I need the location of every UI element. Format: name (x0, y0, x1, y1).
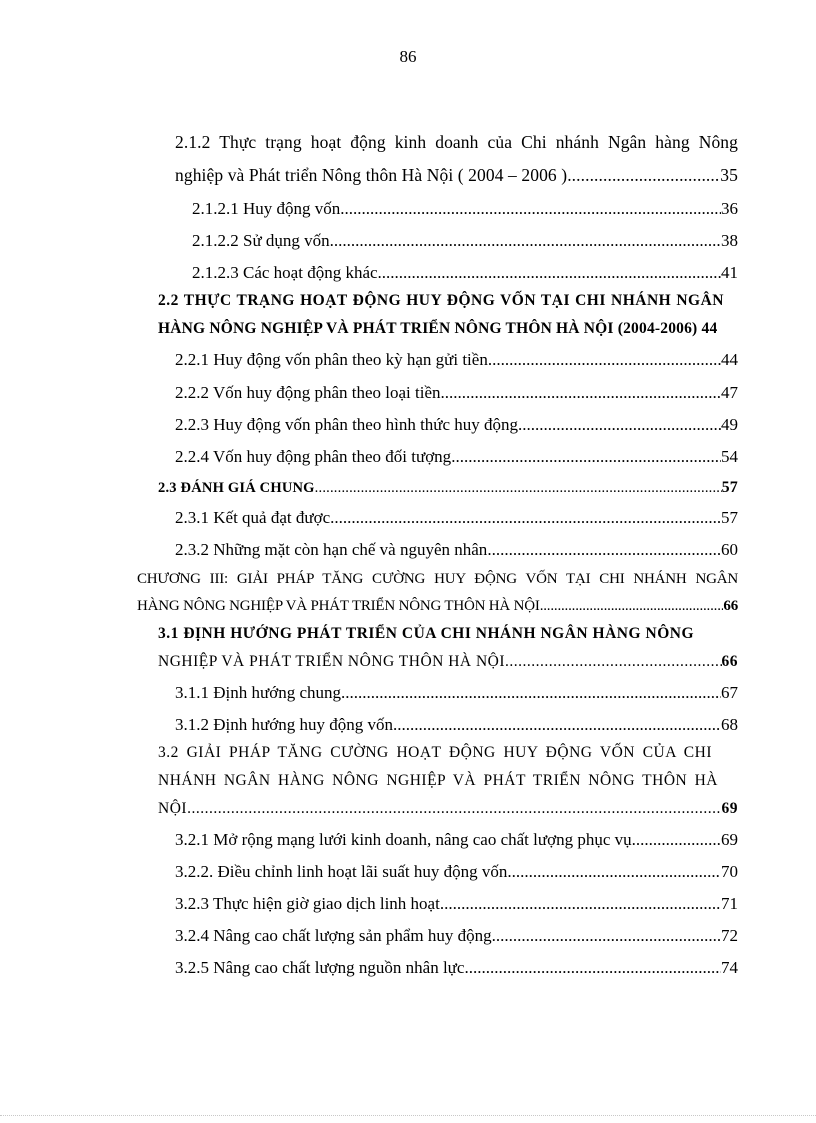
toc-page-number: 66 (723, 598, 738, 614)
toc-label: 2.3.2 Những mặt còn hạn chế và nguyên nhân (175, 540, 488, 559)
toc-label: 2.2.4 Vốn huy động phân theo đối tượng (175, 447, 452, 466)
toc-entry-2-3[interactable] (158, 479, 738, 497)
page-bottom-border (0, 1115, 816, 1116)
toc-leader-dots (315, 480, 722, 497)
toc-label: 2.3.1 Kết quả đạt được (175, 508, 331, 527)
toc-leader-dots (632, 830, 721, 850)
toc-label: 3.2.1 Mở rộng mạng lưới kinh doanh, nâng cao chất lượng phục vụ (175, 830, 632, 849)
toc-page-number: 69 (721, 800, 738, 817)
toc-page-number: 47 (721, 383, 738, 402)
toc-entry-3-1-1[interactable] (175, 683, 738, 703)
toc-label: 3.2.3 Thực hiện giờ giao dịch linh hoạt (175, 894, 440, 913)
toc-leader-dots (378, 263, 721, 283)
toc-label: 3.1.2 Định hướng huy động vốn (175, 715, 393, 734)
toc-entry-chapter-3-line2[interactable] (137, 598, 738, 615)
toc-entry-3-2-line3[interactable] (158, 800, 738, 818)
toc-page-number: 36 (721, 199, 738, 218)
toc-label: 2.1.2.3 Các hoạt động khác (192, 263, 378, 282)
toc-label: 2.2 THỰC TRẠNG HOẠT ĐỘNG HUY ĐỘNG VỐN TẠI CHI NHÁNH NGÂN (158, 292, 724, 309)
page-number: 86 (399, 47, 417, 66)
toc-page-number: 60 (721, 540, 738, 559)
toc-label: 3.2.4 Nâng cao chất lượng sản phẩm huy động (175, 926, 492, 945)
toc-label: 2.2.3 Huy động vốn phân theo hình thức huy động (175, 415, 519, 434)
toc-page-number: 57 (721, 479, 738, 496)
toc-entry-2-2-2[interactable] (175, 383, 738, 403)
toc-leader-dots (507, 862, 721, 882)
toc-page-number: 67 (721, 683, 738, 702)
toc-leader-dots (505, 653, 721, 671)
toc-label: HÀNG NÔNG NGHIỆP VÀ PHÁT TRIỂN NÔNG THÔN HÀ NỘI (2004-2006) 44 (158, 320, 718, 337)
toc-page-number: 38 (721, 231, 738, 250)
toc-leader-dots (492, 926, 721, 946)
toc-page-number: 71 (721, 894, 738, 913)
toc-entry-2-3-2[interactable] (175, 540, 738, 560)
toc-leader-dots (487, 540, 721, 560)
toc-leader-dots (440, 894, 721, 914)
toc-label: 2.1.2.2 Sử dụng vốn (192, 231, 330, 250)
toc-page-number: 54 (721, 447, 738, 466)
toc-entry-chapter-3-line1[interactable] (137, 571, 738, 588)
toc-page-number: 35 (720, 165, 738, 185)
toc-leader-dots (330, 508, 721, 528)
toc-leader-dots (451, 447, 721, 467)
toc-entry-2-1-2-3[interactable] (192, 263, 738, 283)
toc-page-number: 72 (721, 926, 738, 945)
toc-entry-2-2-4[interactable] (175, 447, 738, 467)
toc-page-number: 69 (721, 830, 738, 849)
toc-entry-3-1-2[interactable] (175, 715, 738, 735)
toc-label: 3.1 ĐỊNH HƯỚNG PHÁT TRIỂN CỦA CHI NHÁNH NGÂN HÀNG NÔNG (158, 625, 694, 642)
toc-entry-2-1-2-line2[interactable] (175, 165, 738, 186)
toc-label: 3.1.1 Định hướng chung (175, 683, 341, 702)
toc-entry-3-2-line1[interactable] (158, 744, 712, 762)
toc-label: 2.2.2 Vốn huy động phân theo loại tiền (175, 383, 441, 402)
toc-entry-3-1-line1[interactable] (158, 625, 694, 643)
toc-label: nghiệp và Phát triển Nông thôn Hà Nội ( 2004 – 2006 ) (175, 165, 568, 185)
toc-entry-2-2-1[interactable] (175, 350, 738, 370)
toc-label: CHƯƠNG III: GIẢI PHÁP TĂNG CƯỜNG HUY ĐỘNG VỐN TẠI CHI NHÁNH NGÂN (137, 571, 738, 587)
toc-leader-dots (518, 415, 721, 435)
toc-entry-3-2-3[interactable] (175, 894, 738, 914)
toc-entry-3-2-5[interactable] (175, 958, 738, 978)
toc-leader-dots (441, 383, 721, 403)
toc-leader-dots (341, 683, 721, 703)
toc-label: HÀNG NÔNG NGHIỆP VÀ PHÁT TRIỂN NÔNG THÔN HÀ NỘI (137, 598, 540, 614)
toc-leader-dots (464, 958, 721, 978)
toc-page-number: 68 (721, 715, 738, 734)
toc-leader-dots (340, 199, 721, 219)
toc-entry-2-1-2-1[interactable] (192, 199, 738, 219)
toc-label: 2.1.2.1 Huy động vốn (192, 199, 341, 218)
toc-page-number: 44 (721, 350, 738, 369)
toc-label: NHÁNH NGÂN HÀNG NÔNG NGHIỆP VÀ PHÁT TRIỂN NÔNG THÔN HÀ (158, 772, 718, 789)
toc-page-number: 66 (721, 653, 738, 670)
toc-page-number: 74 (721, 958, 738, 977)
toc-page-number: 41 (721, 263, 738, 282)
toc-page-number: 49 (721, 415, 738, 434)
toc-leader-dots (540, 598, 724, 615)
toc-leader-dots (393, 715, 721, 735)
toc-leader-dots (488, 350, 721, 370)
toc-label: 3.2 GIẢI PHÁP TĂNG CƯỜNG HOẠT ĐỘNG HUY ĐỘNG VỐN CỦA CHI (158, 744, 712, 761)
toc-label: 2.3 ĐÁNH GIÁ CHUNG (158, 480, 315, 496)
toc-entry-3-2-2[interactable] (175, 862, 738, 882)
toc-entry-2-1-2-line1[interactable] (175, 132, 738, 153)
toc-leader-dots (187, 800, 721, 818)
toc-entry-2-2-line1[interactable] (158, 292, 724, 310)
toc-entry-2-3-1[interactable] (175, 508, 738, 528)
toc-page-number: 70 (721, 862, 738, 881)
toc-entry-2-2-line2[interactable] (158, 320, 738, 338)
toc-leader-dots (330, 231, 721, 251)
toc-label: 2.2.1 Huy động vốn phân theo kỳ hạn gửi tiền (175, 350, 488, 369)
toc-label: NGHIỆP VÀ PHÁT TRIỂN NÔNG THÔN HÀ NỘI (158, 653, 506, 670)
toc-page-number: 57 (721, 508, 738, 527)
toc-entry-3-2-4[interactable] (175, 926, 738, 946)
toc-entry-3-1-line2[interactable] (158, 653, 738, 671)
toc-label: 2.1.2 Thực trạng hoạt động kinh doanh của Chi nhánh Ngân hàng Nông (175, 132, 738, 152)
toc-entry-3-2-1[interactable] (175, 830, 738, 850)
toc-leader-dots (567, 165, 720, 186)
toc-entry-3-2-line2[interactable] (158, 772, 718, 790)
toc-label: 3.2.5 Nâng cao chất lượng nguồn nhân lực (175, 958, 465, 977)
toc-label: NỘI (158, 800, 188, 817)
toc-entry-2-1-2-2[interactable] (192, 231, 738, 251)
toc-entry-2-2-3[interactable] (175, 415, 738, 435)
toc-label: 3.2.2. Điều chỉnh linh hoạt lãi suất huy động vốn (175, 862, 508, 881)
